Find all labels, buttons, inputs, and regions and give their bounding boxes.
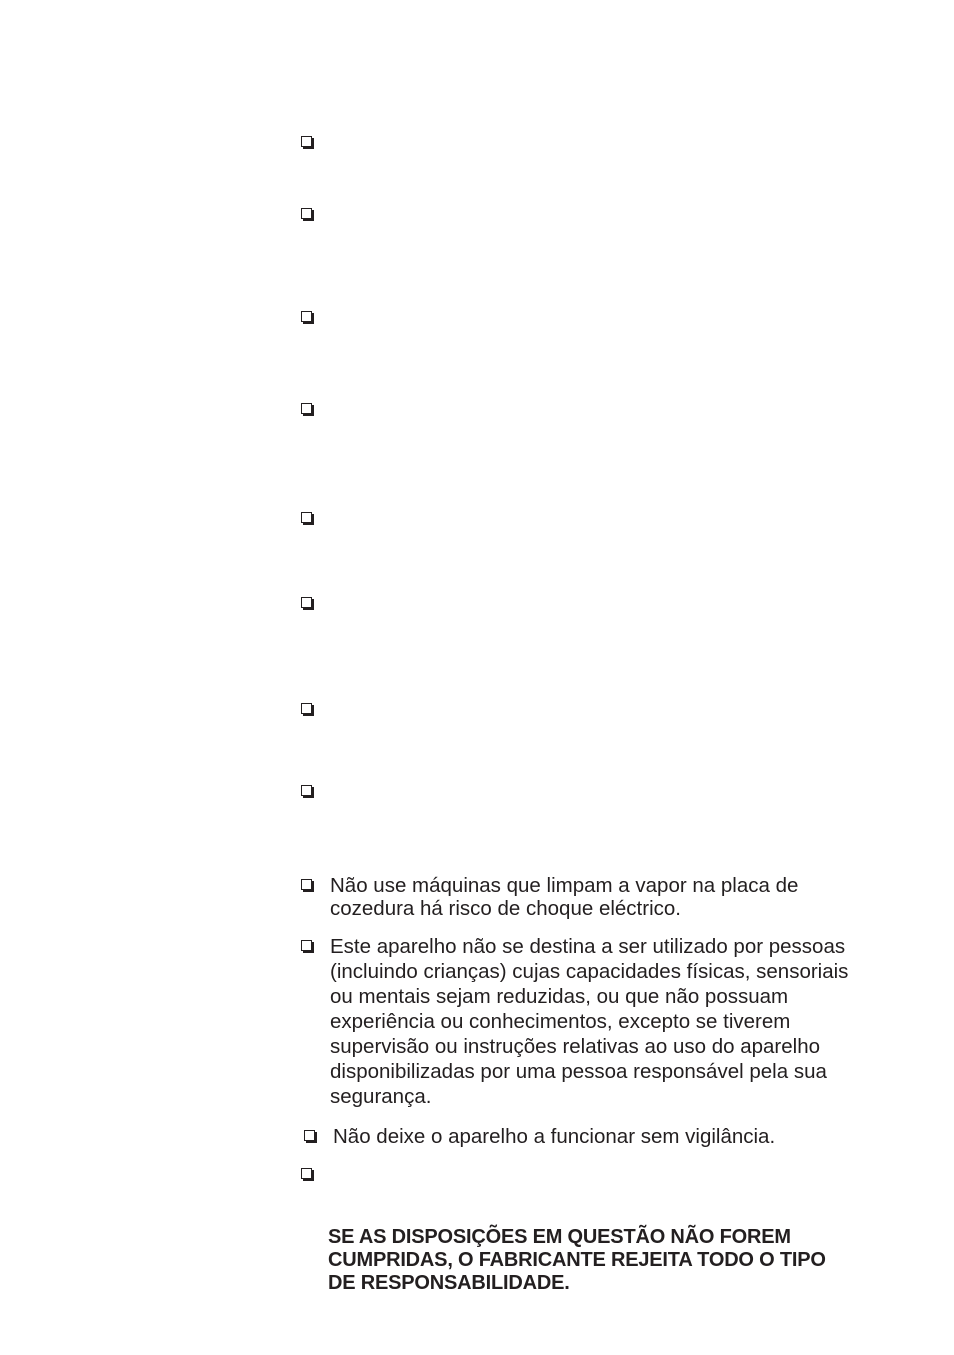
checkbox-bullet-icon <box>301 1168 312 1179</box>
checkbox-bullet-icon <box>301 208 312 219</box>
checkbox-bullet-icon <box>301 403 312 414</box>
checkbox-bullet-icon <box>301 512 312 523</box>
checkbox-bullet-icon <box>301 703 312 714</box>
list-item-text: Não deixe o aparelho a funcionar sem vigilância. <box>333 1125 776 1148</box>
list-item-text: Este aparelho não se destina a ser utilizado por pessoas (incluindo crianças) cujas capacidades físicas, sensoriais ou mentais sejam reduzidas, ou que não possuam experiência ou conhecimentos, excepto se tiverem supervisão ou instruções relativas ao uso do aparelho disponibilizadas por uma pessoa responsável pela sua segurança. <box>330 935 849 1108</box>
checkbox-bullet-icon <box>301 136 312 147</box>
checkbox-bullet-icon <box>301 597 312 608</box>
checkbox-bullet-icon <box>301 785 312 796</box>
checkbox-bullet-icon <box>301 879 312 890</box>
liability-warning: SE AS DISPOSIÇÕES EM QUESTÃO NÃO FOREM CUMPRIDAS, O FABRICANTE REJEITA TODO O TIPO DE RESPONSABILIDADE. <box>328 1226 826 1294</box>
list-item-text: Não use máquinas que limpam a vapor na placa de cozedura há risco de choque eléctrico. <box>330 874 799 920</box>
checkbox-bullet-icon <box>301 311 312 322</box>
checkbox-bullet-icon <box>301 940 312 951</box>
checkbox-bullet-icon <box>304 1130 315 1141</box>
